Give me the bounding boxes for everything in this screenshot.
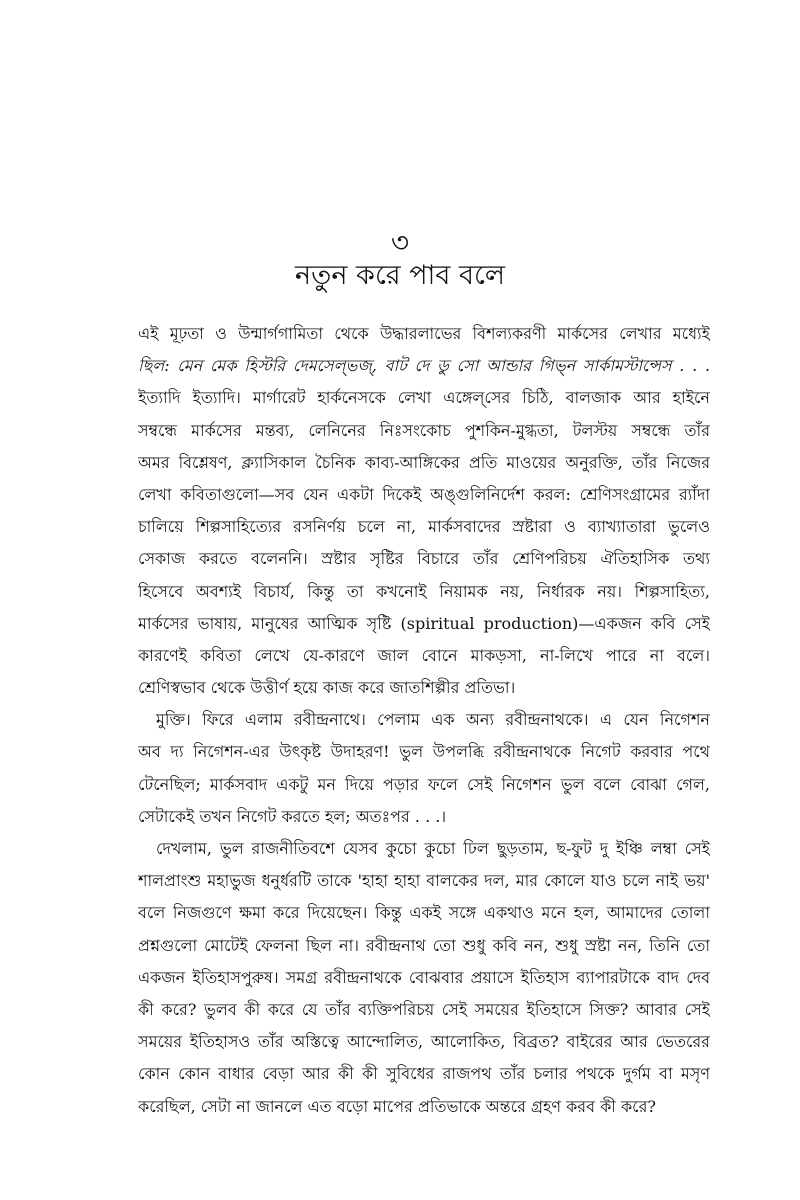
text-line-quote: ছিল: মেন মেক হিস্টরি দেমসেল্‌ভজ্‌, বাট দে ডু সো আন্ডার গিভ্‌ন সার্কামস্টান্সেস . . .	[138, 356, 710, 376]
chapter-body	[138, 318, 710, 1123]
text-line: সেকাজ করতে বলেননি। স্রষ্টার সৃষ্টির বিচারে তাঁর শ্রেণিপরিচয় ঐতিহাসিক তথ্য	[138, 549, 710, 569]
text-line: একজন ইতিহাসপুরুষ। সমগ্র রবীন্দ্রনাথকে বোঝবার প্রয়াসে ইতিহাস ব্যাপারটাকে বাদ দেব	[138, 967, 710, 987]
text-line: সময়ের ইতিহাসও তাঁর অস্তিত্বে আন্দোলিত, আলোকিত, বিব্রত? বাইরের আর ভেতরের	[138, 1032, 710, 1052]
text-line: টেনেছিল; মার্কসবাদ একটু মন দিয়ে পড়ার ফলে সেই নিগেশন ভুল বলে বোঝা গেল,	[138, 774, 710, 794]
text-line: শ্রেণিস্বভাব থেকে উত্তীর্ণ হয়ে কাজ করে জাতশিল্পীর প্রতিভা।	[138, 678, 516, 698]
text-line: মার্কসের ভাষায়, মানুষের আত্মিক সৃষ্টি (spiritual production)—একজন কবি সেই	[138, 613, 710, 633]
text-line: হিসেবে অবশ্যই বিচার্য, কিন্তু তা কখনোই নিয়ামক নয়, নির্ধারক নয়। শিল্পসাহিত্য,	[138, 581, 710, 601]
text-line: অমর বিশ্লেষণ, ক্ল্যাসিকাল চৈনিক কাব্য-আঙ্গিকের প্রতি মাওয়ের অনুরক্তি, তাঁর নিজের	[138, 452, 710, 472]
text-line: কারণেই কবিতা লেখে যে-কারণে জাল বোনে মাকড়সা, না-লিখে পারে না বলে।	[138, 645, 710, 665]
text-line: সম্বন্ধে মার্কসের মন্তব্য, লেনিনের নিঃসংকোচ পুশকিন-মুগ্ধতা, টলস্টয় সম্বন্ধে তাঁর	[138, 420, 710, 440]
text-line: চালিয়ে শিল্পসাহিত্যের রসনির্ণয় চলে না, মার্কসবাদের স্রষ্টারা ও ব্যাখ্যাতারা ভুলেও	[138, 517, 710, 537]
text-line: মুক্তি। ফিরে এলাম রবীন্দ্রনাথে। পেলাম এক অন্য রবীন্দ্রনাথকে। এ যেন নিগেশন	[156, 710, 710, 730]
text-line: কী করে? ভুলব কী করে যে তাঁর ব্যক্তিপরিচয় সেই সময়ের ইতিহাসে সিক্ত? আবার সেই	[138, 999, 710, 1019]
text-line: প্রশ্নগুলো মোটেই ফেলনা ছিল না। রবীন্দ্রনাথ তো শুধু কবি নন, শুধু স্রষ্টা নন, তিনি তো	[138, 935, 710, 955]
text-line: দেখলাম, ভুল রাজনীতিবশে যেসব কুচো কুচো ঢিল ছুড়তাম, ছ-ফুট দু ইঞ্চি লম্বা সেই	[156, 839, 710, 858]
text-line: ইত্যাদি ইত্যাদি। মার্গারেট হার্কনেসকে লেখা এঙ্গেল্‌সের চিঠি, বালজাক আর হাইনে	[138, 388, 710, 408]
text-line: করেছিল, সেটা না জানলে এত বড়ো মাপের প্রতিভাকে অন্তরে গ্রহণ করব কী করে?	[138, 1096, 656, 1116]
text-line: শালপ্রাংশু মহাভুজ ধনুর্ধরটি তাকে 'হাহা হাহা বালকের দল, মার কোলে যাও চলে নাই ভয়'	[138, 871, 710, 891]
text-line: বলে নিজগুণে ক্ষমা করে দিয়েছেন। কিন্তু একই সঙ্গে একথাও মনে হল, আমাদের তোলা	[138, 903, 710, 923]
chapter-title: নতুন করে পাব বলে	[294, 260, 505, 291]
text-line: অব দ্য নিগেশন-এর উৎকৃষ্ট উদাহরণ! ভুল উপলব্ধি রবীন্দ্রনাথকে নিগেট করবার পথে	[138, 742, 710, 762]
text-line: লেখা কবিতাগুলো—সব যেন একটা দিকেই অঙ্গুলিনির্দেশ করল: শ্রেণিসংগ্রামের র‍্যাঁদা	[138, 484, 710, 504]
text-line: সেটাকেই তখন নিগেট করতে হল; অতঃপর . . .।	[138, 806, 447, 826]
text-line: কোন কোন বাধার বেড়া আর কী কী সুবিধের রাজপথ তাঁর চলার পথকে দুর্গম বা মসৃণ	[138, 1064, 710, 1084]
text-line: এই মূঢ়তা ও উন্মার্গগামিতা থেকে উদ্ধারলাভের বিশল্যকরণী মার্কসের লেখার মধ্যেই	[138, 324, 710, 343]
chapter-number: ৩	[390, 226, 410, 259]
